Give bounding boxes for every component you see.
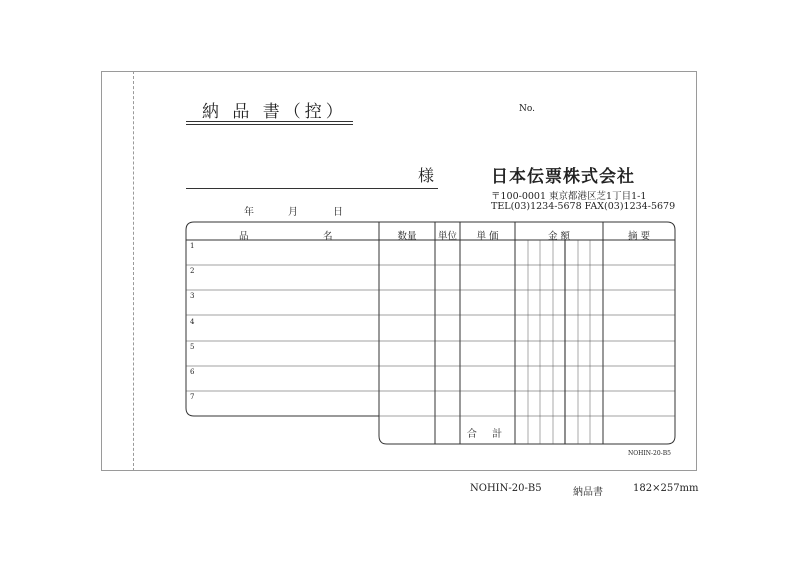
footer-code: NOHIN-20-B5 bbox=[470, 483, 542, 494]
row-number: 6 bbox=[190, 368, 195, 376]
company-tel-fax: TEL(03)1234-5678 FAX(03)1234-5679 bbox=[491, 201, 676, 212]
col-header-unit: 単位 bbox=[437, 231, 457, 242]
row-number: 5 bbox=[190, 343, 195, 351]
row-number: 7 bbox=[190, 393, 195, 401]
col-header-item-b: 名 bbox=[323, 231, 333, 242]
company-name: 日本伝票株式会社 bbox=[491, 167, 635, 187]
footer-size: 182×257mm bbox=[633, 483, 699, 494]
row-number: 4 bbox=[190, 318, 195, 326]
recipient-suffix: 様 bbox=[418, 166, 435, 185]
col-header-quantity: 数量 bbox=[397, 231, 417, 242]
date-year-label: 年 bbox=[244, 207, 254, 218]
date-day-label: 日 bbox=[333, 207, 343, 218]
form-title: 納 品 書（控） bbox=[202, 102, 347, 122]
row-number: 2 bbox=[190, 267, 195, 275]
footer-name: 納品書 bbox=[573, 487, 603, 498]
number-label: No. bbox=[519, 104, 535, 114]
col-header-remarks: 摘 要 bbox=[627, 231, 651, 242]
date-month-label: 月 bbox=[288, 207, 298, 218]
col-header-unit-price: 単 価 bbox=[476, 231, 499, 242]
col-header-amount: 金 額 bbox=[547, 231, 571, 242]
company-address: 〒100-0001 東京都港区芝1丁目1-1 bbox=[491, 191, 647, 202]
row-number: 1 bbox=[190, 242, 195, 250]
row-number: 3 bbox=[190, 292, 195, 300]
total-label: 合 計 bbox=[466, 429, 509, 440]
form-code-small: NOHIN-20-B5 bbox=[628, 450, 671, 457]
col-header-item-a: 品 bbox=[239, 231, 249, 242]
